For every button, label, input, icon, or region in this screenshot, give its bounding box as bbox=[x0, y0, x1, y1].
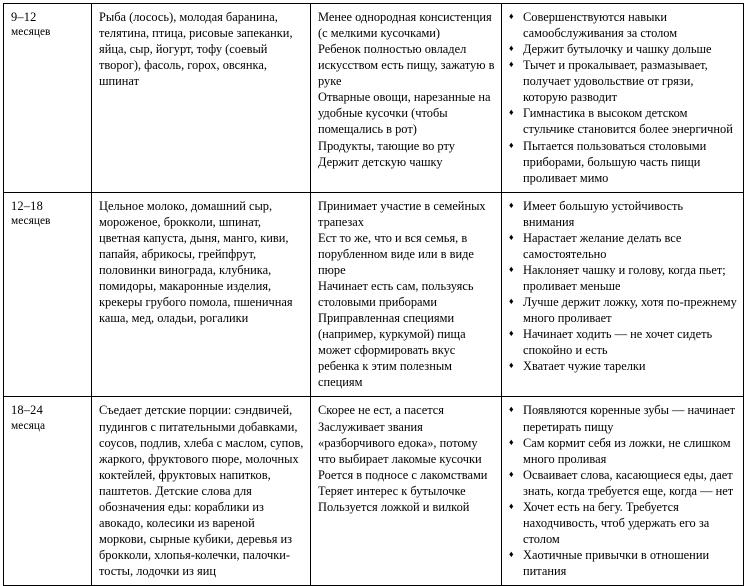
development-cell bbox=[502, 4, 744, 193]
age-unit: месяцев bbox=[11, 214, 51, 227]
diamond-bullet-icon: ♦ bbox=[509, 59, 514, 70]
development-list bbox=[509, 198, 737, 375]
list-item-text: Гимнастика в высоком детском стульчике становится более энергичной bbox=[523, 106, 733, 137]
list-item bbox=[509, 547, 737, 579]
skills-list bbox=[318, 198, 495, 391]
age-unit: месяцев bbox=[11, 26, 51, 39]
list-item bbox=[509, 230, 737, 262]
diamond-bullet-icon: ♦ bbox=[509, 500, 514, 511]
list-item-text: Появляются коренные зубы — начинает перетирать пищу bbox=[523, 403, 736, 434]
diamond-bullet-icon: ♦ bbox=[509, 436, 514, 447]
list-item: Ест то же, что и вся семья, в порубленном виде или в виде пюре bbox=[318, 230, 474, 277]
foods-cell bbox=[92, 4, 311, 193]
list-item-text: Лучше держит ложку, хотя по-прежнему много проливает bbox=[523, 295, 737, 326]
diamond-bullet-icon: ♦ bbox=[509, 296, 514, 307]
table-row bbox=[4, 192, 744, 397]
foods-text: Цельное молоко, домашний сыр, мороженое, брокколи, шпинат, цветная капуста, дыня, манго, киви, папайя, абрикосы, грейпфрут, половинки винограда, клубника, помидоры, макаронные изделия, крекеры грубого помола, пшеничная каша, мед, оладьи, рогалики bbox=[99, 198, 293, 326]
list-item bbox=[509, 262, 737, 294]
list-item-text: Тычет и прокалывает, размазывает, получает удовольствие от грязи, которую разводит bbox=[523, 58, 708, 105]
list-item bbox=[509, 358, 737, 374]
age-range: 18–24 bbox=[11, 403, 43, 418]
list-item-text: Держит бутылочку и чашку дольше bbox=[523, 42, 712, 57]
list-item: Скорее не ест, а пасется bbox=[318, 403, 444, 418]
table-body bbox=[4, 4, 744, 586]
list-item: Продукты, тающие во рту bbox=[318, 138, 455, 153]
diamond-bullet-icon: ♦ bbox=[509, 139, 514, 150]
foods-text: Съедает детские порции: сэндвичей, пудингов с питательными добавками, соусов, подлив, хлеба с маслом, супов, жаркого, фруктового пюре, молочных коктейлей, фруктовых напитков, паштетов. Детские слова для обозначения еды: кораблики из авокадо, колесики из вареной моркови, сырные кубики, деревья из брокколи, хлопья-колечки, палочки-тосты, лодочки из яиц bbox=[99, 403, 304, 579]
skills-list bbox=[318, 9, 495, 170]
list-item: Ребенок полностью овладел искусством есть пищу, зажатую в руке bbox=[318, 42, 495, 89]
diamond-bullet-icon: ♦ bbox=[509, 360, 514, 371]
diamond-bullet-icon: ♦ bbox=[509, 263, 514, 274]
list-item: Приправленная специями (например, куркумой) пища может сформировать вкус ребенка к этим полезным специям bbox=[318, 311, 466, 390]
list-item bbox=[509, 499, 737, 547]
age-unit: месяца bbox=[11, 419, 45, 432]
diamond-bullet-icon: ♦ bbox=[509, 11, 514, 21]
list-item-text: Осваивает слова, касающиеся еды, дает знать, когда требуется еще, когда — нет bbox=[523, 467, 734, 498]
foods-text: Рыба (лосось), молодая баранина, телятина, птица, рисовые запеканки, яйца, сыр, йогурт, тофу (соевый творог), фасоль, горох, овсянка, шпинат bbox=[99, 10, 293, 89]
list-item-text: Наклоняет чашку и голову, когда пьет; проливает меньше bbox=[523, 262, 726, 293]
diamond-bullet-icon: ♦ bbox=[509, 231, 514, 242]
age-range: 9–12 bbox=[11, 10, 37, 24]
list-item-text: Начинает ходить — не хочет сидеть спокойно и есть bbox=[523, 327, 713, 358]
list-item-text: Пытается пользоваться столовыми приборами, большую часть пищи проливает мимо bbox=[523, 138, 707, 185]
diamond-bullet-icon: ♦ bbox=[509, 43, 514, 54]
development-cell bbox=[502, 397, 744, 586]
list-item: Роется в подносе с лакомствами bbox=[318, 467, 488, 482]
list-item bbox=[509, 435, 737, 467]
list-item: Пользуется ложкой и вилкой bbox=[318, 499, 470, 514]
list-item-text: Совершенствуются навыки самообслуживания за столом bbox=[523, 10, 678, 41]
list-item bbox=[509, 41, 737, 57]
list-item-text: Хочет есть на бегу. Требуется находчивость, чтоб удержать его за столом bbox=[523, 499, 710, 546]
age-cell bbox=[4, 192, 92, 397]
table-row bbox=[4, 397, 744, 586]
skills-list bbox=[318, 402, 495, 514]
list-item-text: Нарастает желание делать все самостоятельно bbox=[523, 230, 682, 261]
diamond-bullet-icon: ♦ bbox=[509, 328, 514, 339]
list-item bbox=[509, 467, 737, 499]
skills-cell bbox=[311, 397, 502, 586]
list-item: Отварные овощи, нарезанные на удобные кусочки (чтобы помещались в рот) bbox=[318, 90, 491, 137]
list-item bbox=[509, 326, 737, 358]
list-item bbox=[509, 105, 737, 137]
skills-cell bbox=[311, 192, 502, 397]
list-item-text: Имеет большую устойчивость внимания bbox=[523, 198, 684, 229]
diamond-bullet-icon: ♦ bbox=[509, 107, 514, 118]
list-item bbox=[509, 294, 737, 326]
list-item-text: Хаотичные привычки в отношении питания bbox=[523, 548, 710, 579]
list-item bbox=[509, 57, 737, 105]
list-item-text: Сам кормит себя из ложки, не слишком много проливая bbox=[523, 435, 731, 466]
diamond-bullet-icon: ♦ bbox=[509, 549, 514, 559]
diamond-bullet-icon: ♦ bbox=[509, 404, 514, 415]
list-item: Заслуживает звания «разборчивого едока», потому что выбирает лакомые кусочки bbox=[318, 419, 482, 466]
table-row bbox=[4, 4, 744, 193]
diamond-bullet-icon: ♦ bbox=[509, 468, 514, 479]
development-list bbox=[509, 9, 737, 186]
list-item bbox=[509, 138, 737, 186]
list-item bbox=[509, 198, 737, 230]
development-cell bbox=[502, 192, 744, 397]
development-list bbox=[509, 402, 737, 579]
list-item: Принимает участие в семейных трапезах bbox=[318, 198, 486, 229]
list-item: Менее однородная консистенция (с мелкими кусочками) bbox=[318, 10, 492, 41]
foods-cell bbox=[92, 192, 311, 397]
feeding-stages-table bbox=[3, 3, 744, 586]
age-range: 12–18 bbox=[11, 198, 43, 213]
list-item: Держит детскую чашку bbox=[318, 154, 443, 169]
diamond-bullet-icon: ♦ bbox=[509, 199, 514, 210]
list-item bbox=[509, 9, 737, 41]
age-cell bbox=[4, 4, 92, 193]
skills-cell bbox=[311, 4, 502, 193]
list-item: Начинает есть сам, пользуясь столовыми приборами bbox=[318, 279, 474, 310]
list-item bbox=[509, 402, 737, 434]
age-cell bbox=[4, 397, 92, 586]
list-item: Теряет интерес к бутылочке bbox=[318, 483, 466, 498]
foods-cell bbox=[92, 397, 311, 586]
list-item-text: Хватает чужие тарелки bbox=[523, 359, 646, 374]
